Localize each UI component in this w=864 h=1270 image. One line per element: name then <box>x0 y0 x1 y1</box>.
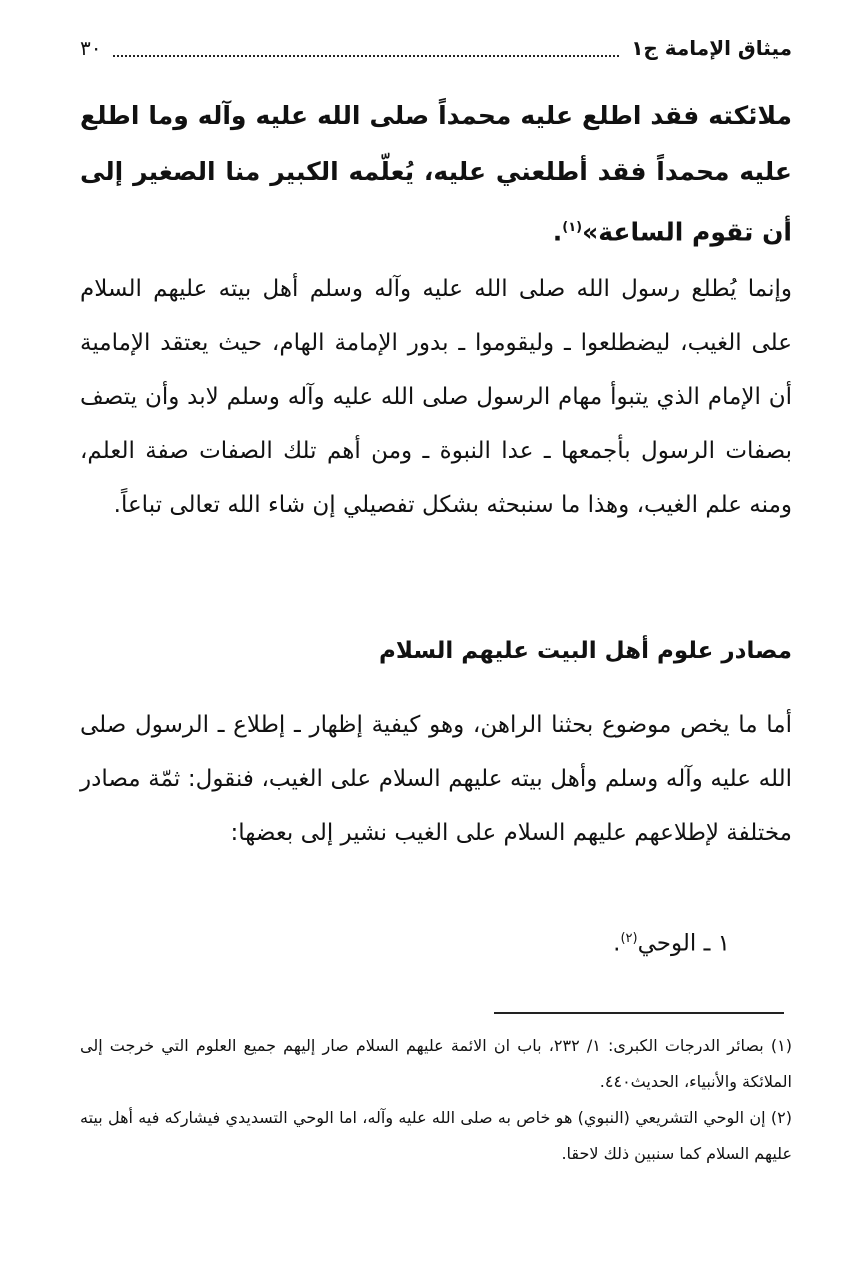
footnotes <box>80 1028 792 1172</box>
footnote-2-text: إن الوحي التشريعي (النبوي) هو خاص به صلى الله عليه وآله، اما الوحي التسديدي فيشاركه فيه أهل بيته عليهم السلام كما سنبين ذلك لاحقا. <box>80 1108 792 1163</box>
page-number: ٣٠ <box>80 36 102 60</box>
list-item-1-text: ١ ـ الوحي <box>637 930 730 957</box>
list-item-1-end: . <box>613 930 621 957</box>
footnote-1-text: بصائر الدرجات الكبرى: ١/ ٢٣٢، باب ان الائمة عليهم السلام صار إليهم جميع العلوم التي خرجت إلى الملائكة والأنبياء، الحديث٤٤٠. <box>80 1036 792 1091</box>
footnote-ref-2[interactable]: (٢) <box>620 931 638 946</box>
footnote-1-number: (١) <box>770 1036 792 1055</box>
footnote-1 <box>80 1028 792 1100</box>
footnote-separator <box>494 1012 784 1014</box>
body-paragraph-2: وإنما يُطلع رسول الله صلى الله عليه وآله وسلم أهل بيته عليهم السلام على الغيب، ليضطلعوا ـ وليقوموا ـ بدور الإمامة الهام، حيث يعتقد الإمامية أن الإمام الذي يتبوأ مهام الرسول صلى الله عليه وآله وسلم لابد وأن يتصف بصفات الرسول بأجمعها ـ عدا النبوة ـ ومن أهم تلك الصفات صفة العلم، ومنه علم الغيب، وهذا ما سنبحثه بشكل تفصيلي إن شاء الله تعالى تباعاً. <box>80 276 792 518</box>
quote-paragraph <box>80 88 792 260</box>
quote-end: . <box>552 217 563 247</box>
running-header <box>80 30 792 66</box>
footnote-2 <box>80 1100 792 1172</box>
book-title: ميثاق الإمامة ج١ <box>631 36 792 60</box>
body-paragraph-3: أما ما يخص موضوع بحثنا الراهن، وهو كيفية إظهار ـ إطلاع ـ الرسول صلى الله عليه وآله وسلم وأهل بيته عليهم السلام على الغيب، فنقول: ثمّة مصادر مختلفة لإطلاعهم عليهم السلام على الغيب نشير إلى بعضها: <box>80 712 792 846</box>
footnote-2-number: (٢) <box>770 1108 792 1127</box>
quote-text: ملائكته فقد اطلع عليه محمداً صلى الله عليه وآله وما اطلع عليه محمداً فقد أطلعني عليه، يُعلّمه الكبير منا الصغير إلى أن تقوم الساعة» <box>80 101 792 247</box>
header-dotted-leader <box>113 39 619 57</box>
footnote-ref-1[interactable]: (١) <box>562 220 583 235</box>
list-item-1 <box>613 912 730 971</box>
section-heading: مصادر علوم أهل البيت عليهم السلام <box>379 638 792 664</box>
